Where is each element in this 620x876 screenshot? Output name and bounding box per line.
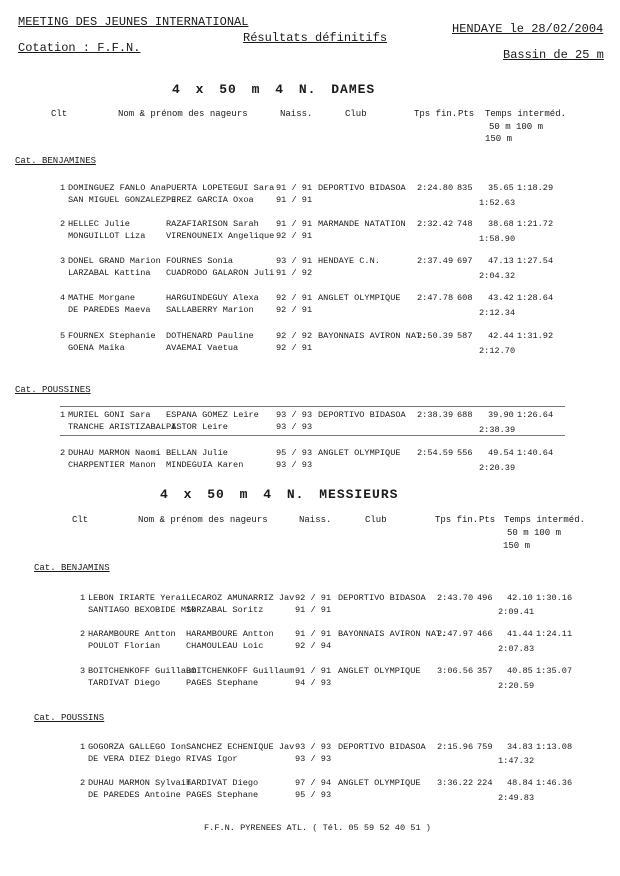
swimmer-name: BOITCHENKOFF Guillaum	[88, 666, 197, 676]
club-name: DEPORTIVO BIDASOA	[338, 593, 426, 603]
split-50: 34.83	[507, 742, 533, 752]
final-time: 2:24.80	[417, 183, 454, 193]
swimmer-name: LEBON IRIARTE Yerai	[88, 593, 186, 603]
birth-years: 91 / 91	[295, 666, 332, 676]
swimmer-name: RAZAFIARISON Sarah	[166, 219, 259, 229]
swimmer-name: DE VERA DIEZ Diego	[88, 754, 181, 764]
club-name: HENDAYE C.N.	[318, 256, 380, 266]
swimmer-name: DE PAREDES Antoine	[88, 790, 181, 800]
location-date: HENDAYE le 28/02/2004	[452, 22, 604, 36]
swimmer-name: ESPANA GOMEZ Leire	[166, 410, 259, 420]
swimmer-name: HARAMBOURE Antton	[186, 629, 274, 639]
split-50: 40.85	[507, 666, 533, 676]
section-title-messieurs: 4 x 50 m 4 N. MESSIEURS	[160, 487, 399, 502]
points: 688	[457, 410, 473, 420]
swimmer-name: CHAMOULEAU Loic	[186, 641, 264, 651]
col-tps: Tps fin.	[435, 515, 479, 525]
points: 759	[477, 742, 493, 752]
rank: 5	[60, 331, 66, 341]
swimmer-name: RIVAS Igor	[186, 754, 238, 764]
points: 466	[477, 629, 493, 639]
swimmer-name: CUADRODO GALARON Juli	[166, 268, 275, 278]
birth-years: 92 / 91	[276, 305, 313, 315]
split-100: 1:21.72	[517, 219, 554, 229]
split-50: 47.13	[488, 256, 514, 266]
col-names: Nom & prénom des nageurs	[118, 109, 248, 119]
split-150: 2:12.34	[479, 308, 516, 318]
meeting-title: MEETING DES JEUNES INTERNATIONAL	[18, 15, 249, 29]
points: 357	[477, 666, 493, 676]
bassin: Bassin de 25 m	[503, 48, 604, 62]
rank: 1	[60, 410, 66, 420]
swimmer-name: MINDEGUIA Karen	[166, 460, 244, 470]
final-time: 2:38.39	[417, 410, 454, 420]
split-150: 2:49.83	[498, 793, 535, 803]
final-time: 2:43.70	[437, 593, 474, 603]
points: 496	[477, 593, 493, 603]
category-label: Cat. POUSSINS	[34, 713, 105, 723]
split-50: 43.42	[488, 293, 514, 303]
final-time: 2:47.97	[437, 629, 474, 639]
swimmer-name: HARAMBOURE Antton	[88, 629, 176, 639]
final-time: 2:47.78	[417, 293, 454, 303]
birth-years: 94 / 93	[295, 678, 332, 688]
points: 608	[457, 293, 473, 303]
swimmer-name: GOENA Maika	[68, 343, 125, 353]
split-100: 1:35.07	[536, 666, 573, 676]
section-title-dames: 4 x 50 m 4 N. DAMES	[172, 82, 376, 97]
split-100: 1:18.29	[517, 183, 554, 193]
birth-years: 93 / 93	[276, 460, 313, 470]
birth-years: 97 / 94	[295, 778, 332, 788]
points: 748	[457, 219, 473, 229]
col-tps: Tps fin.	[414, 109, 458, 119]
row-separator	[60, 406, 565, 407]
swimmer-name: PAGES Stephane	[186, 790, 259, 800]
swimmer-name: HELLEC Julie	[68, 219, 130, 229]
swimmer-name: PASTOR Leire	[166, 422, 228, 432]
swimmer-name: PUERTA LOPETEGUI Sara	[166, 183, 275, 193]
swimmer-name: BOITCHENKOFF Guillaum	[186, 666, 295, 676]
club-name: MARMANDE NATATION	[318, 219, 406, 229]
split-100: 1:13.08	[536, 742, 573, 752]
split-100: 1:31.92	[517, 331, 554, 341]
rank: 2	[80, 629, 86, 639]
swimmer-name: CHARPENTIER Manon	[68, 460, 156, 470]
col-temps: Temps interméd.	[504, 515, 586, 525]
points: 587	[457, 331, 473, 341]
swimmer-name: AVAEMAI Vaetua	[166, 343, 239, 353]
split-150: 1:47.32	[498, 756, 535, 766]
category-label: Cat. BENJAMINES	[15, 156, 97, 166]
split-150: 2:07.83	[498, 644, 535, 654]
row-separator	[60, 435, 565, 436]
rank: 2	[60, 448, 66, 458]
final-time: 2:37.49	[417, 256, 454, 266]
split-100: 1:24.11	[536, 629, 573, 639]
birth-years: 91 / 91	[276, 195, 313, 205]
col-names: Nom & prénom des nageurs	[138, 515, 268, 525]
club-name: DEPORTIVO BIDASOA	[338, 742, 426, 752]
final-time: 3:06.56	[437, 666, 474, 676]
category-label: Cat. BENJAMINS	[34, 563, 110, 573]
points: 835	[457, 183, 473, 193]
split-150: 2:20.59	[498, 681, 535, 691]
swimmer-name: DOMINGUEZ FANLO Ana	[68, 183, 166, 193]
split-50: 39.90	[488, 410, 514, 420]
club-name: ANGLET OLYMPIQUE	[338, 778, 421, 788]
swimmer-name: SANTIAGO BEXOBIDE Mik	[88, 605, 197, 615]
birth-years: 92 / 92	[276, 331, 313, 341]
split-150: 2:09.41	[498, 607, 535, 617]
split-100: 1:28.64	[517, 293, 554, 303]
points: 697	[457, 256, 473, 266]
col-clt: Clt	[72, 515, 89, 525]
split-50: 49.54	[488, 448, 514, 458]
birth-years: 92 / 91	[295, 593, 332, 603]
swimmer-name: DUHAU MARMON Sylvain	[88, 778, 192, 788]
split-100: 1:46.36	[536, 778, 573, 788]
final-time: 2:15.96	[437, 742, 474, 752]
club-name: ANGLET OLYMPIQUE	[318, 448, 401, 458]
club-name: BAYONNAIS AVIRON NAT.	[338, 629, 447, 639]
swimmer-name: POULOT Florian	[88, 641, 161, 651]
swimmer-name: VIRENOUNEIX Angelique	[166, 231, 275, 241]
club-name: BAYONNAIS AVIRON NAT.	[318, 331, 427, 341]
results-status: Résultats définitifs	[243, 31, 388, 45]
swimmer-name: PAGES Stephane	[186, 678, 259, 688]
swimmer-name: DE PAREDES Maeva	[68, 305, 151, 315]
split-150: 2:20.39	[479, 463, 516, 473]
birth-years: 92 / 91	[276, 343, 313, 353]
swimmer-name: SORZABAL Soritz	[186, 605, 264, 615]
final-time: 3:36.22	[437, 778, 474, 788]
birth-years: 93 / 93	[295, 742, 332, 752]
swimmer-name: MONGUILLOT Liza	[68, 231, 146, 241]
col-splits-150: 150 m	[485, 134, 513, 144]
rank: 1	[80, 742, 86, 752]
club-name: DEPORTIVO BIDASOA	[318, 183, 406, 193]
points: 224	[477, 778, 493, 788]
rank: 1	[60, 183, 66, 193]
birth-years: 93 / 93	[276, 410, 313, 420]
birth-years: 93 / 93	[276, 422, 313, 432]
col-temps: Temps interméd.	[485, 109, 567, 119]
swimmer-name: FOURNES Sonia	[166, 256, 234, 266]
split-50: 38.68	[488, 219, 514, 229]
split-50: 42.44	[488, 331, 514, 341]
split-50: 41.44	[507, 629, 533, 639]
col-splits: 50 m 100 m	[489, 122, 544, 132]
swimmer-name: SALLABERRY Marion	[166, 305, 254, 315]
col-pts: Pts	[479, 515, 496, 525]
swimmer-name: HARGUINDEGUY Alexa	[166, 293, 259, 303]
swimmer-name: LECAROZ AMUNARRIZ Jav	[186, 593, 295, 603]
footer-contact: F.F.N. PYRENEES ATL. ( Tél. 05 59 52 40 51 )	[204, 823, 431, 833]
cotation: Cotation : F.F.N.	[18, 41, 141, 55]
split-150: 1:52.63	[479, 198, 516, 208]
birth-years: 95 / 93	[276, 448, 313, 458]
split-150: 1:58.90	[479, 234, 516, 244]
split-50: 42.10	[507, 593, 533, 603]
birth-years: 95 / 93	[295, 790, 332, 800]
col-naiss: Naiss.	[280, 109, 313, 119]
birth-years: 91 / 92	[276, 268, 313, 278]
birth-years: 93 / 93	[295, 754, 332, 764]
split-50: 48.84	[507, 778, 533, 788]
col-naiss: Naiss.	[299, 515, 332, 525]
final-time: 2:32.42	[417, 219, 454, 229]
split-150: 2:04.32	[479, 271, 516, 281]
col-club: Club	[365, 515, 387, 525]
split-100: 1:30.16	[536, 593, 573, 603]
club-name: DEPORTIVO BIDASOA	[318, 410, 406, 420]
rank: 4	[60, 293, 66, 303]
final-time: 2:50.39	[417, 331, 454, 341]
birth-years: 91 / 91	[295, 605, 332, 615]
rank: 3	[60, 256, 66, 266]
rank: 3	[80, 666, 86, 676]
rank: 2	[80, 778, 86, 788]
club-name: ANGLET OLYMPIQUE	[318, 293, 401, 303]
split-100: 1:26.64	[517, 410, 554, 420]
birth-years: 91 / 91	[276, 183, 313, 193]
swimmer-name: SANCHEZ ECHENIQUE Jav	[186, 742, 295, 752]
split-150: 2:12.70	[479, 346, 516, 356]
swimmer-name: DUHAU MARMON Naomi	[68, 448, 161, 458]
split-150: 2:38.39	[479, 425, 516, 435]
swimmer-name: DONEL GRAND Marion	[68, 256, 161, 266]
split-50: 35.65	[488, 183, 514, 193]
swimmer-name: SAN MIGUEL GONZALEZ J	[68, 195, 177, 205]
swimmer-name: GOGORZA GALLEGO Ion	[88, 742, 186, 752]
rank: 2	[60, 219, 66, 229]
swimmer-name: TARDIVAT Diego	[88, 678, 161, 688]
col-club: Club	[345, 109, 367, 119]
split-100: 1:27.54	[517, 256, 554, 266]
category-label: Cat. POUSSINES	[15, 385, 91, 395]
swimmer-name: DOTHENARD Pauline	[166, 331, 254, 341]
col-splits: 50 m 100 m	[507, 528, 562, 538]
swimmer-name: MATHE Morgane	[68, 293, 136, 303]
col-pts: Pts	[458, 109, 475, 119]
swimmer-name: MURIEL GONI Sara	[68, 410, 151, 420]
points: 556	[457, 448, 473, 458]
birth-years: 92 / 91	[276, 293, 313, 303]
swimmer-name: FOURNEX Stephanie	[68, 331, 156, 341]
birth-years: 93 / 91	[276, 256, 313, 266]
col-splits-150: 150 m	[503, 541, 531, 551]
split-100: 1:40.64	[517, 448, 554, 458]
swimmer-name: TRANCHE ARISTIZABAL I	[68, 422, 177, 432]
rank: 1	[80, 593, 86, 603]
club-name: ANGLET OLYMPIQUE	[338, 666, 421, 676]
final-time: 2:54.59	[417, 448, 454, 458]
birth-years: 92 / 94	[295, 641, 332, 651]
swimmer-name: TARDIVAT Diego	[186, 778, 259, 788]
swimmer-name: PEREZ GARCIA Oxoa	[166, 195, 254, 205]
birth-years: 92 / 91	[276, 231, 313, 241]
birth-years: 91 / 91	[276, 219, 313, 229]
birth-years: 91 / 91	[295, 629, 332, 639]
swimmer-name: LARZABAL Kattina	[68, 268, 151, 278]
swimmer-name: BELLAN Julie	[166, 448, 228, 458]
col-clt: Clt	[51, 109, 68, 119]
